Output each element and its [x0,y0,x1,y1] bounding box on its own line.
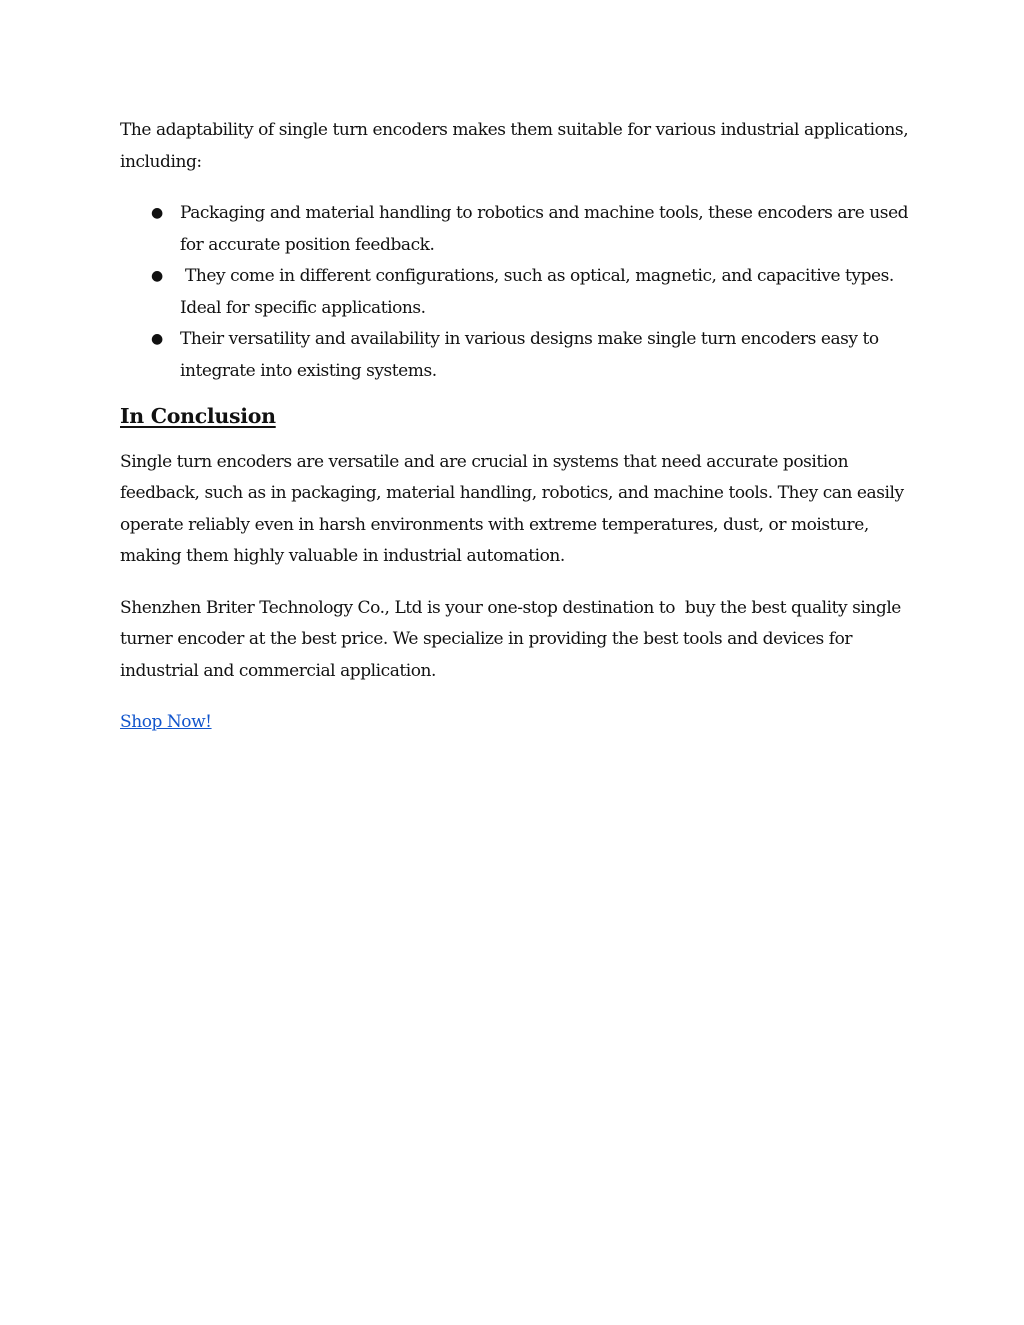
list-item-text: Packaging and material handling to robotics and machine tools, these encoders are used for accurate position feedback. [180,203,909,255]
shop-now-link[interactable]: Shop Now! [120,712,212,732]
conclusion-paragraph: Single turn encoders are versatile and are crucial in systems that need accurate position feedback, such as in packaging, material handling, robotics, and machine tools. They can easily operate reliably even in harsh environments with extreme temperatures, dust, or moisture, making them highly valuable in industrial automation. [120,451,904,566]
list-item [120,198,910,261]
intro-paragraph: The adaptability of single turn encoders makes them suitable for various industrial applications, including: [120,120,909,172]
list-item [120,324,910,387]
company-paragraph: Shenzhen Briter Technology Co., Ltd is your one-stop destination to buy the best quality single turner encoder at the best price. We specialize in providing the best tools and devices for industrial and commercial application. [120,597,906,681]
list-item [120,261,910,324]
list-item-text: Their versatility and availability in various designs make single turn encoders easy to integrate into existing systems. [180,329,879,381]
bullet-icon: ● [151,268,163,284]
bullet-list [120,198,910,387]
bullet-icon: ● [151,205,163,221]
section-heading: In Conclusion [120,404,276,428]
document-page [120,115,910,739]
list-item-text: They come in different configurations, such as optical, magnetic, and capacitive types. Ideal for specific applications. [180,266,899,318]
bullet-icon: ● [151,331,163,347]
